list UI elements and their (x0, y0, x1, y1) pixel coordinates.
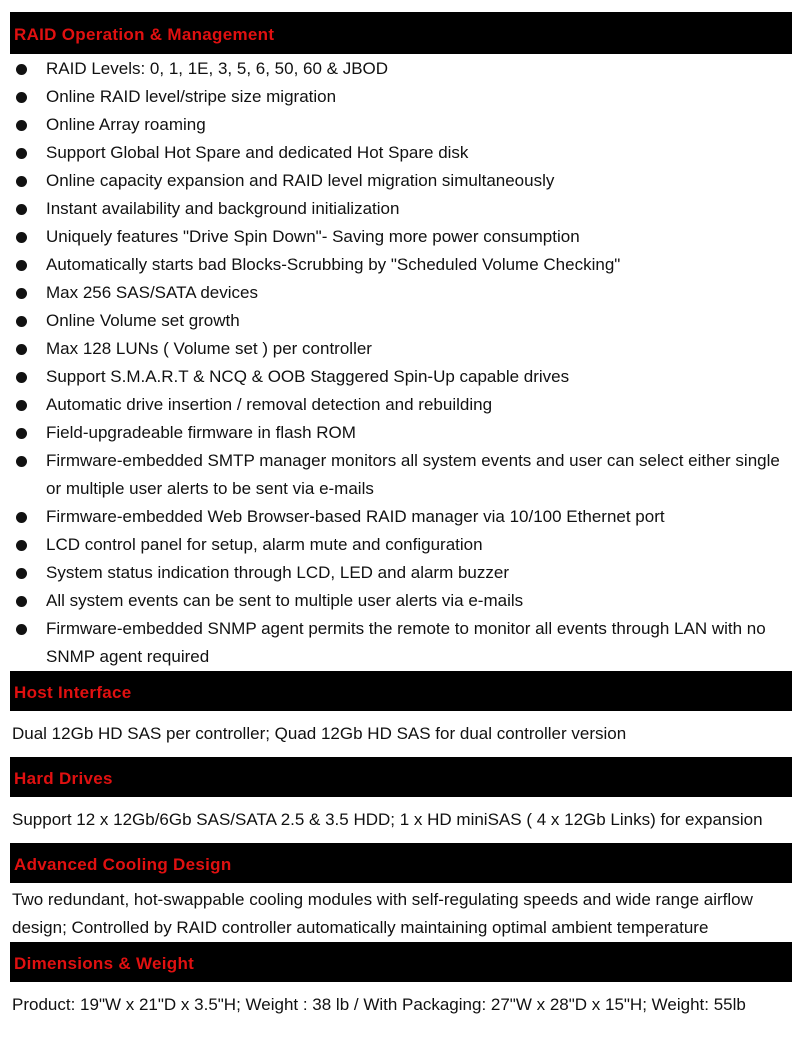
list-item (10, 503, 792, 531)
list-item (10, 335, 792, 363)
raid-section-header: RAID Operation & Management (10, 12, 792, 54)
bullet-icon (16, 624, 27, 635)
list-item (10, 195, 792, 223)
list-item-text: Support Global Hot Spare and dedicated Hot Spare disk (46, 143, 469, 162)
bullet-icon (16, 288, 27, 299)
list-item-text: Online Volume set growth (46, 311, 240, 330)
list-item (10, 307, 792, 335)
list-item-text: Automatic drive insertion / removal detection and rebuilding (46, 395, 493, 414)
list-item-text: Max 256 SAS/SATA devices (46, 283, 258, 302)
bullet-icon (16, 260, 27, 271)
list-item (10, 279, 792, 307)
list-item-text: Online capacity expansion and RAID level migration simultaneously (46, 171, 555, 190)
bullet-icon (16, 64, 27, 75)
list-item (10, 531, 792, 559)
list-item (10, 223, 792, 251)
cooling-design-text: Two redundant, hot-swappable cooling modules with self-regulating speeds and wide range airflow design; Controlled by RAID controller automatically maintaining optimal ambient temperature (12, 890, 753, 937)
raid-feature-list (10, 54, 792, 671)
list-item-text: Online Array roaming (46, 115, 206, 134)
bullet-icon (16, 344, 27, 355)
list-item-text: Firmware-embedded SNMP agent permits the remote to monitor all events through LAN with no SNMP agent required (46, 619, 766, 666)
list-item-text: Field-upgradeable firmware in flash ROM (46, 423, 356, 442)
hard-drives-text: Support 12 x 12Gb/6Gb SAS/SATA 2.5 & 3.5 HDD; 1 x HD miniSAS ( 4 x 12Gb Links) for expansion (12, 810, 763, 829)
list-item-text: Support S.M.A.R.T & NCQ & OOB Staggered Spin-Up capable drives (46, 367, 570, 386)
list-item-text: RAID Levels: 0, 1, 1E, 3, 5, 6, 50, 60 & JBOD (46, 59, 389, 78)
bullet-icon (16, 92, 27, 103)
list-item-text: System status indication through LCD, LED and alarm buzzer (46, 563, 510, 582)
list-item-text: Automatically starts bad Blocks-Scrubbing by "Scheduled Volume Checking" (46, 255, 621, 274)
bullet-icon (16, 568, 27, 579)
list-item (10, 447, 792, 503)
list-item-text: Instant availability and background initialization (46, 199, 400, 218)
bullet-icon (16, 204, 27, 215)
cooling-design-header: Advanced Cooling Design (10, 843, 792, 883)
dimensions-weight-header: Dimensions & Weight (10, 942, 792, 982)
list-item (10, 251, 792, 279)
list-item-text: Firmware-embedded SMTP manager monitors all system events and user can select either single or multiple user alerts to be sent via e-mails (46, 451, 780, 498)
bullet-icon (16, 232, 27, 243)
bullet-icon (16, 316, 27, 327)
list-item-text: Max 128 LUNs ( Volume set ) per controller (46, 339, 372, 358)
list-item (10, 615, 792, 671)
bullet-icon (16, 148, 27, 159)
hard-drives-header: Hard Drives (10, 757, 792, 797)
list-item (10, 55, 792, 83)
list-item-text: LCD control panel for setup, alarm mute and configuration (46, 535, 483, 554)
bullet-icon (16, 512, 27, 523)
list-item (10, 83, 792, 111)
list-item-text: Online RAID level/stripe size migration (46, 87, 337, 106)
host-interface-text: Dual 12Gb HD SAS per controller; Quad 12Gb HD SAS for dual controller version (12, 724, 627, 743)
list-item-text: Firmware-embedded Web Browser-based RAID manager via 10/100 Ethernet port (46, 507, 665, 526)
list-item (10, 111, 792, 139)
host-interface-header: Host Interface (10, 671, 792, 711)
dimensions-weight-text: Product: 19"W x 21"D x 3.5"H; Weight : 38 lb / With Packaging: 27"W x 28"D x 15"H; Weight: 55lb (12, 995, 746, 1014)
bullet-icon (16, 540, 27, 551)
bullet-icon (16, 596, 27, 607)
bullet-icon (16, 400, 27, 411)
list-item (10, 419, 792, 447)
list-item (10, 587, 792, 615)
list-item (10, 363, 792, 391)
bullet-icon (16, 176, 27, 187)
list-item (10, 167, 792, 195)
list-item (10, 391, 792, 419)
bullet-icon (16, 456, 27, 467)
list-item-text: Uniquely features "Drive Spin Down"- Saving more power consumption (46, 227, 580, 246)
spec-sheet (10, 12, 792, 1019)
list-item (10, 559, 792, 587)
list-item (10, 139, 792, 167)
bullet-icon (16, 120, 27, 131)
list-item-text: All system events can be sent to multiple user alerts via e-mails (46, 591, 524, 610)
bullet-icon (16, 372, 27, 383)
bullet-icon (16, 428, 27, 439)
